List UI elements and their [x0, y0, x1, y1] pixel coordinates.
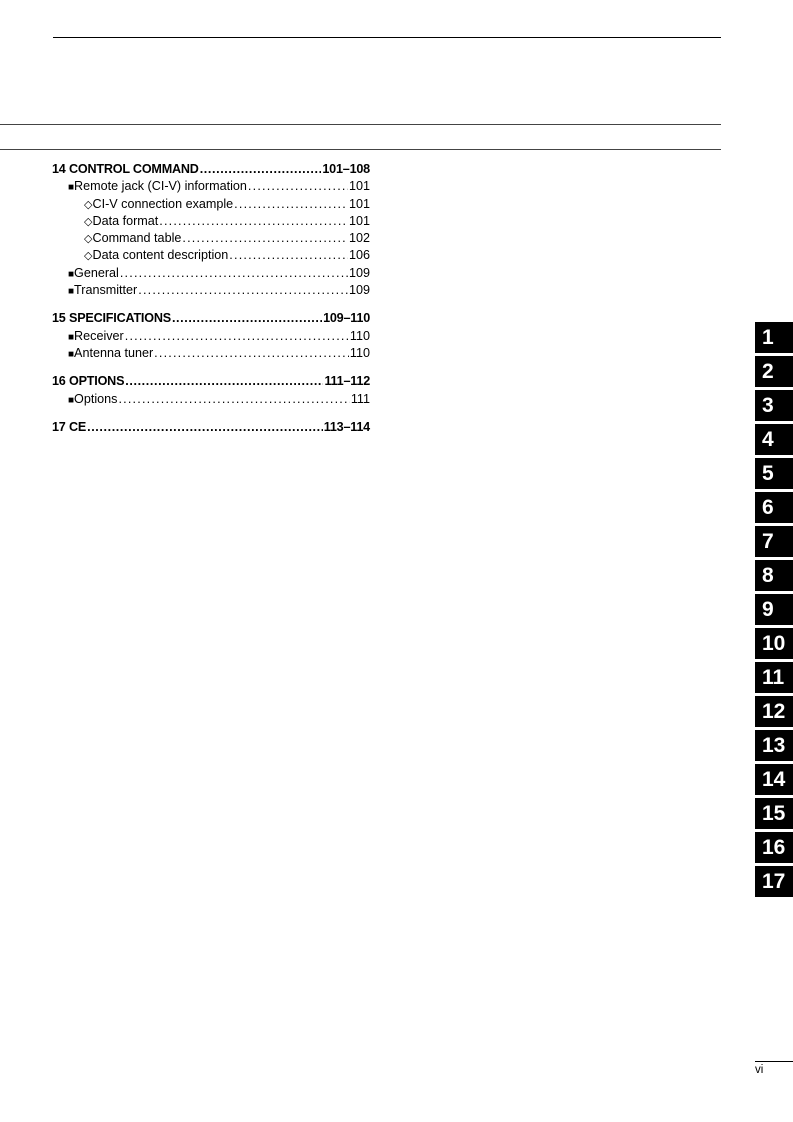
dot-leader	[234, 196, 348, 213]
toc-entry-row	[52, 196, 370, 213]
entry-page: 101	[348, 196, 370, 211]
square-bullet-icon: ■	[68, 394, 75, 406]
entry-page: 110	[349, 328, 370, 343]
chapter-pages: 113–114	[323, 419, 370, 434]
chapter-tab-3[interactable]: 3	[755, 390, 793, 421]
square-bullet-icon: ■	[68, 268, 75, 280]
chapter-title: CE	[69, 419, 87, 434]
chapter-title: SPECIFICATIONS	[69, 311, 171, 326]
entry-page: 111	[350, 391, 370, 406]
page-number: vi	[755, 1064, 764, 1076]
toc-entry-row	[52, 391, 370, 408]
dot-leader	[248, 178, 348, 195]
chapter-pages: 111–112	[324, 374, 370, 389]
entry-page: 102	[348, 231, 370, 246]
entry-title: General	[74, 265, 119, 280]
toc-entry-row	[52, 265, 370, 282]
header-rule-lower	[0, 149, 721, 150]
dot-leader	[125, 328, 349, 345]
chapter-tab-7[interactable]: 7	[755, 526, 793, 557]
chapter-tab-10[interactable]: 10	[755, 628, 793, 659]
toc-section	[52, 310, 370, 362]
toc-section	[52, 161, 370, 299]
square-bullet-icon: ■	[68, 182, 75, 194]
dot-leader	[154, 345, 349, 362]
entry-page: 101	[348, 179, 370, 194]
chapter-title: OPTIONS	[69, 374, 125, 389]
dot-leader	[120, 265, 348, 282]
table-of-contents	[52, 161, 370, 447]
chapter-tab-11[interactable]: 11	[755, 662, 793, 693]
toc-entry-row	[52, 328, 370, 345]
toc-entry-row	[52, 345, 370, 362]
chapter-tab-5[interactable]: 5	[755, 458, 793, 489]
diamond-bullet-icon: ◇	[84, 198, 93, 211]
toc-entry-row	[52, 230, 370, 247]
chapter-tab-13[interactable]: 13	[755, 730, 793, 761]
chapter-tab-6[interactable]: 6	[755, 492, 793, 523]
entry-title: Command table	[92, 231, 182, 246]
diamond-bullet-icon: ◇	[84, 215, 93, 228]
square-bullet-icon: ■	[68, 331, 75, 343]
entry-page: 109	[348, 265, 370, 280]
chapter-tab-8[interactable]: 8	[755, 560, 793, 591]
chapter-tab-9[interactable]: 9	[755, 594, 793, 625]
chapter-title: CONTROL COMMAND	[69, 162, 199, 176]
toc-entry-row	[52, 178, 370, 195]
diamond-bullet-icon: ◇	[84, 250, 93, 263]
chapter-number: 16	[52, 374, 66, 389]
toc-entry-row	[52, 247, 370, 264]
header-rule-upper	[0, 124, 721, 125]
entry-title: Remote jack (CI-V) information	[74, 179, 247, 194]
chapter-tabs	[755, 322, 793, 900]
toc-entry-row	[52, 213, 370, 230]
top-rule	[53, 37, 721, 38]
toc-section	[52, 373, 370, 408]
dot-leader	[118, 391, 349, 408]
square-bullet-icon: ■	[68, 348, 75, 360]
chapter-tab-4[interactable]: 4	[755, 424, 793, 455]
toc-chapter-row	[52, 310, 370, 327]
chapter-number: 14	[52, 162, 66, 176]
chapter-tab-12[interactable]: 12	[755, 696, 793, 727]
toc-chapter-row	[52, 373, 370, 390]
entry-title: Data format	[92, 213, 159, 228]
diamond-bullet-icon: ◇	[84, 233, 93, 246]
entry-page: 110	[349, 345, 370, 360]
chapter-number: 17	[52, 419, 66, 434]
entry-title: Options	[74, 391, 118, 406]
entry-page: 109	[348, 283, 370, 298]
dot-leader	[125, 373, 323, 390]
dot-leader	[172, 310, 322, 327]
dot-leader	[87, 419, 323, 436]
chapter-tab-16[interactable]: 16	[755, 832, 793, 863]
dot-leader	[200, 161, 322, 178]
chapter-tab-1[interactable]: 1	[755, 322, 793, 353]
chapter-tab-2[interactable]: 2	[755, 356, 793, 387]
entry-page: 101	[348, 213, 370, 228]
chapter-pages: 101–108	[322, 162, 370, 176]
square-bullet-icon: ■	[68, 286, 75, 298]
entry-title: Data content description	[92, 248, 229, 263]
entry-page: 106	[348, 248, 370, 263]
footer-rule	[755, 1061, 793, 1062]
dot-leader	[159, 213, 348, 230]
chapter-tab-17[interactable]: 17	[755, 866, 793, 897]
dot-leader	[138, 282, 348, 299]
chapter-number: 15	[52, 311, 66, 326]
entry-title: Transmitter	[74, 283, 138, 298]
chapter-tab-14[interactable]: 14	[755, 764, 793, 795]
entry-title: Antenna tuner	[74, 345, 154, 360]
chapter-pages: 109–110	[323, 311, 370, 326]
toc-chapter-row	[52, 419, 370, 436]
chapter-tab-15[interactable]: 15	[755, 798, 793, 829]
toc-entry-row	[52, 282, 370, 299]
dot-leader	[182, 230, 348, 247]
toc-section	[52, 419, 370, 436]
toc-chapter-row	[52, 161, 370, 178]
dot-leader	[229, 247, 348, 264]
entry-title: CI-V connection example	[92, 196, 234, 211]
entry-title: Receiver	[74, 328, 124, 343]
